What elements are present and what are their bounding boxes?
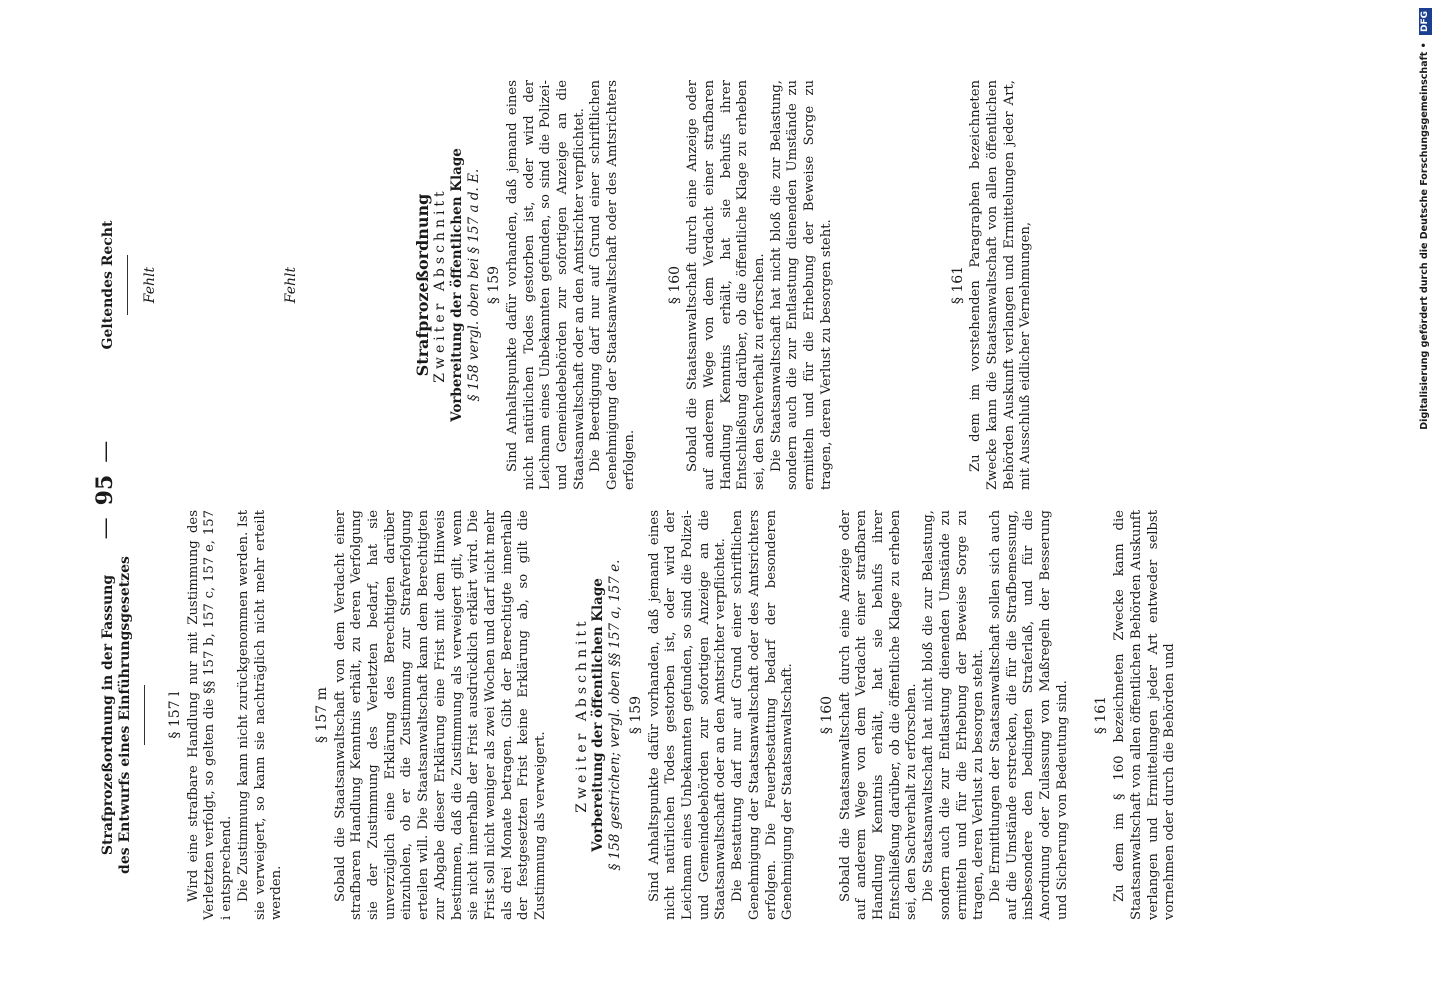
left-title-line-2: des Entwurfs eines Einführungsgesetzes <box>117 556 133 874</box>
section-157l-paragraph-2: Die Zustimmung kann nicht zurückgenommen werden. Ist sie verweigert, so kann sie nachträglich nicht mehr erteilt werden. <box>235 510 285 920</box>
left-section-159-paragraph-2: Die Bestattung darf nur auf Grund einer schriftlichen Genehmigung der Staatsanwaltschaft oder des Amtsrichters erfolgen. Die Feuerbestattung bedarf der besonderen Genehmigung der Staatsanwaltschaft. <box>730 510 796 920</box>
right-section-159-paragraph-2: Die Beerdigung darf nur auf Grund einer schriftlichen Genehmigung der Staatsanwaltschaft oder des Amtsrichters erfolgen. <box>588 80 637 490</box>
left-section-160-number: § 160 <box>818 695 835 735</box>
dfg-logo: DFG <box>1419 8 1432 35</box>
credit-text: Digitalisierung gefördert durch die Deutsche Forschungsgemeinschaft <box>1419 51 1430 430</box>
left-section-160-paragraph-3: Die Ermittlungen der Staatsanwaltschaft sollen sich auch auf die Umstände erstrecken, die für die Strafbemessung, insbesondere den bedingten Straferlaß, und für die Anordnung oder Zulassung von Maßregeln der Besserung und Sicherung von Bedeutung sind. <box>987 510 1070 920</box>
page-number: —95— <box>92 440 118 540</box>
section-157l-paragraph-1: Wird eine strafbare Handlung nur mit Zustimmung des Verletzten verfolgt, so gelten die §§ 157 b, 157 c, 157 e, 157 i entsprechend. <box>185 510 235 920</box>
right-division-title: Strafprozeßordnung <box>413 193 433 377</box>
page-number-value: 95 <box>92 474 118 506</box>
rotated-document-page <box>92 60 1352 920</box>
right-section-160-paragraph-1: Sobald die Staatsanwaltschaft durch eine Anzeige oder auf anderem Wege von dem Verdacht einer strafbaren Handlung Kenntnis erhält, hat sie behufs ihrer Entschließung darüber, ob die öffentliche Klage zu erheben sei, den Sachverhalt zu erforschen. <box>685 80 768 490</box>
right-section-161-paragraph-1: Zu dem im vorstehenden Paragraphen bezeichneten Zwecke kann die Staatsanwaltschaft von allen öffentlichen Behörden Auskunft verlangen und Ermittelungen jeder Art, mit Ausschluß eidlicher Vernehmungen, <box>968 80 1034 490</box>
left-column-title <box>100 510 145 920</box>
right-section-159-paragraph-1: Sind Anhaltspunkte dafür vorhanden, daß jemand eines nicht natürlichen Todes gestorben ist, oder wird der Leichnam eines Unbekannten gefunden, so sind die Polizei- und Gemeindebehörden zur sofortigen Anzeige an die Staatsanwaltschaft oder an den Amtsrichter verpflichtet. <box>504 80 587 490</box>
right-abschnitt: Zweiter Abschnitt <box>432 187 449 383</box>
left-section-158-note: § 158 gestrichen; vergl. oben §§ 157 a, 157 e. <box>607 559 624 871</box>
right-section-159-number: § 159 <box>486 265 503 305</box>
left-abschnitt: Zweiter Abschnitt <box>573 617 590 813</box>
right-section-heading: Vorbereitung der öffentlichen Klage <box>448 148 465 422</box>
credit-separator: • <box>1419 42 1430 49</box>
right-section-160-paragraph-2: Die Staatsanwaltschaft hat nicht bloß die zur Belastung, sondern auch die zur Entlastung dienenden Umstände zu ermitteln und für die Erhebung der Beweise Sorge zu tragen, deren Verlust zu besorgen steht. <box>768 80 834 490</box>
right-title: Geltendes Recht <box>100 220 116 350</box>
left-section-159-paragraph-1: Sind Anhaltspunkte dafür vorhanden, daß jemand eines nicht natürlichen Todes gestorben ist, oder wird der Leichnam eines Unbekannten gefunden, so sind die Polizei- und Gemeindebehörden zur sofortigen Anzeige an die Staatsanwaltschaft oder an den Amtsrichter verpflichtet. <box>646 510 729 920</box>
left-section-159-number: § 159 <box>627 695 644 735</box>
title-rule <box>127 255 128 315</box>
left-section-heading: Vorbereitung der öffentlichen Klage <box>590 578 607 852</box>
left-section-161-paragraph-1: Zu dem im § 160 bezeichneten Zwecke kann die Staatsanwaltschaft von allen öffentlichen Behörden Auskunft verlangen und Ermittelungen jeder Art entweder selbst vornehmen oder durch die Behörden und <box>1112 510 1178 920</box>
left-column <box>100 510 1179 920</box>
right-section-158-note: § 158 vergl. oben bei § 157 a d. E. <box>465 168 482 402</box>
digitization-credit <box>1416 8 1434 992</box>
right-column <box>100 80 1035 490</box>
fehlt-157m: Fehlt <box>282 266 299 304</box>
left-section-160-paragraph-1: Sobald die Staatsanwaltschaft durch eine Anzeige oder auf anderem Wege von dem Verdacht einer strafbaren Handlung Kenntnis erhält, hat sie behufs ihrer Entschließung darüber, ob die öffentliche Klage zu erheben sei, den Sachverhalt zu erforschen. <box>837 510 920 920</box>
fehlt-157l: Fehlt <box>142 266 158 304</box>
right-section-161-number: § 161 <box>949 265 966 305</box>
left-title-line-1: Strafprozeßordnung in der Fassung <box>100 574 116 856</box>
section-157l-number: § 157 l <box>167 691 183 739</box>
left-section-160-paragraph-2: Die Staatsanwaltschaft hat nicht bloß die zur Belastung, sondern auch die zur Entlastung dienenden Umstände zu ermitteln und für die Erhebung der Beweise Sorge zu tragen, deren Verlust zu besorgen steht. <box>921 510 987 920</box>
section-157m-number: § 157 m <box>313 687 330 743</box>
right-column-title <box>100 80 128 490</box>
right-section-160-number: § 160 <box>666 265 683 305</box>
left-section-161-number: § 161 <box>1093 695 1110 735</box>
section-157m-paragraph-1: Sobald die Staatsanwaltschaft von dem Verdacht einer strafbaren Handlung Kenntnis erhält, zu deren Verfolgung sie der Zustimmung des Verletzten bedarf, hat sie unverzüglich eine Erklärung des Berechtigten darüber einzuholen, ob er die Zustimmung zur Strafverfolgung erteilen will. Die Staatsanwaltschaft kann dem Berechtigten zur Abgabe dieser Erklärung eine Frist mit dem Hinweis bestimmen, daß die Zustimmung als verweigert gilt, wenn sie nicht innerhalb der Frist ausdrücklich erklärt wird. Die Frist soll nicht weniger als zwei Wochen und darf nicht mehr als drei Monate betragen. Gibt der Berechtigte innerhalb der festgesetzten Frist keine Erklärung ab, so gilt die Zustimmung als verweigert. <box>332 510 549 920</box>
